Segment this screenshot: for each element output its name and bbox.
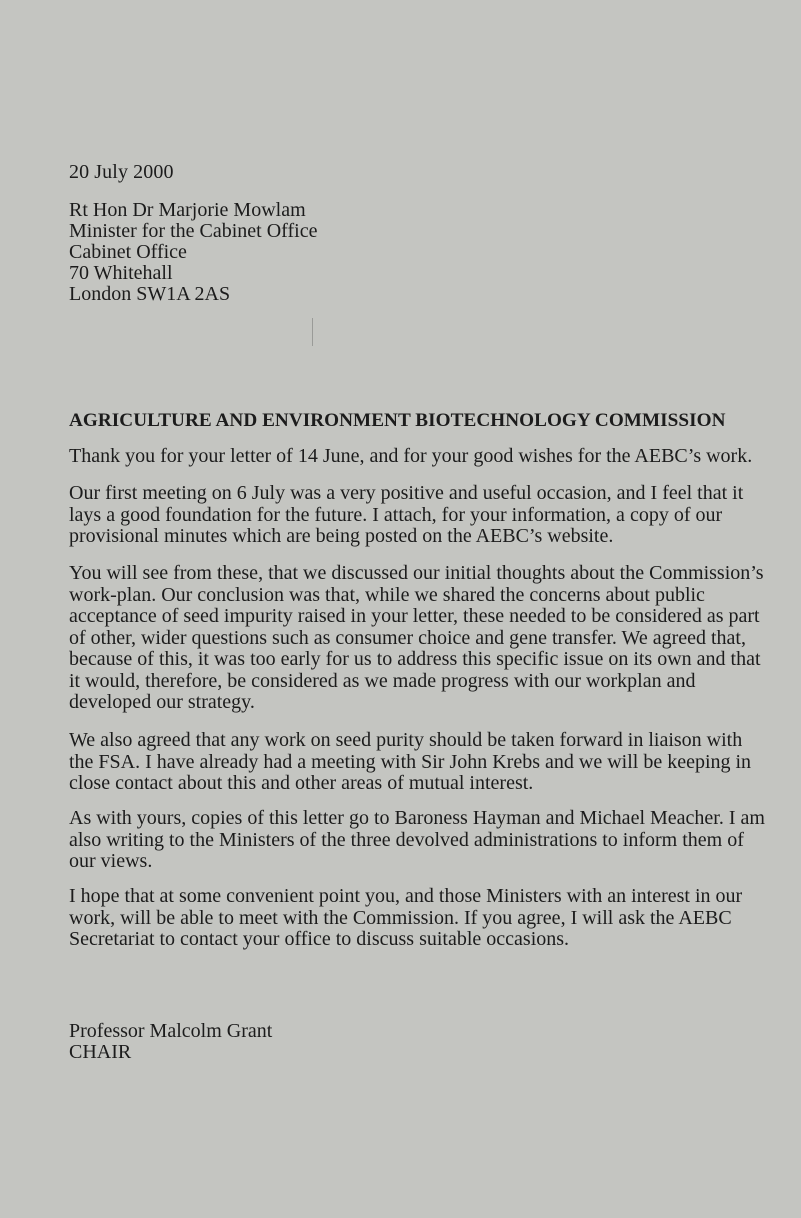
letter-heading: AGRICULTURE AND ENVIRONMENT BIOTECHNOLOGY COMMISSION bbox=[69, 410, 726, 431]
paragraph-6: I hope that at some convenient point you, and those Ministers with an interest in our work, will be able to meet with the Commission. If you agree, I will ask the AEBC Secretariat to contact your office to discuss suitable occasions. bbox=[69, 885, 743, 950]
recipient-city: London SW1A 2AS bbox=[69, 283, 231, 305]
paragraph-1: Thank you for your letter of 14 June, and for your good wishes for the AEBC’s work. bbox=[69, 445, 753, 467]
recipient-title: Minister for the Cabinet Office bbox=[69, 220, 318, 242]
paragraph-5: As with yours, copies of this letter go to Baroness Hayman and Michael Meacher. I am also writing to the Ministers of the three devolved administrations to inform them of our views. bbox=[69, 807, 765, 872]
signatory-name: Professor Malcolm Grant bbox=[69, 1020, 273, 1042]
paragraph-3: You will see from these, that we discussed our initial thoughts about the Commission’s work-plan. Our conclusion was that, while we shared the concerns about public acceptance of seed impurity raised in your letter, these needed to be considered as part of other, wider questions such as consumer choice and gene transfer. We agreed that, because of this, it was too early for us to address this specific issue on its own and that it would, therefore, be considered as we made progress with our workplan and developed our strategy. bbox=[69, 562, 764, 713]
signatory-role: CHAIR bbox=[69, 1041, 132, 1063]
paragraph-2: Our first meeting on 6 July was a very positive and useful occasion, and I feel that it lays a good foundation for the future. I attach, for your information, a copy of our provisional minutes which are being posted on the AEBC’s website. bbox=[69, 482, 744, 547]
signature-block bbox=[69, 1021, 272, 1063]
recipient-street: 70 Whitehall bbox=[69, 262, 173, 284]
recipient-office: Cabinet Office bbox=[69, 241, 187, 263]
paragraph-4: We also agreed that any work on seed purity should be taken forward in liaison with the FSA. I have already had a meeting with Sir John Krebs and we will be keeping in close contact about this and other areas of mutual interest. bbox=[69, 729, 752, 794]
scan-mark bbox=[312, 318, 313, 346]
recipient-address bbox=[69, 200, 317, 305]
letter-date: 20 July 2000 bbox=[69, 161, 174, 183]
recipient-name: Rt Hon Dr Marjorie Mowlam bbox=[69, 199, 306, 221]
